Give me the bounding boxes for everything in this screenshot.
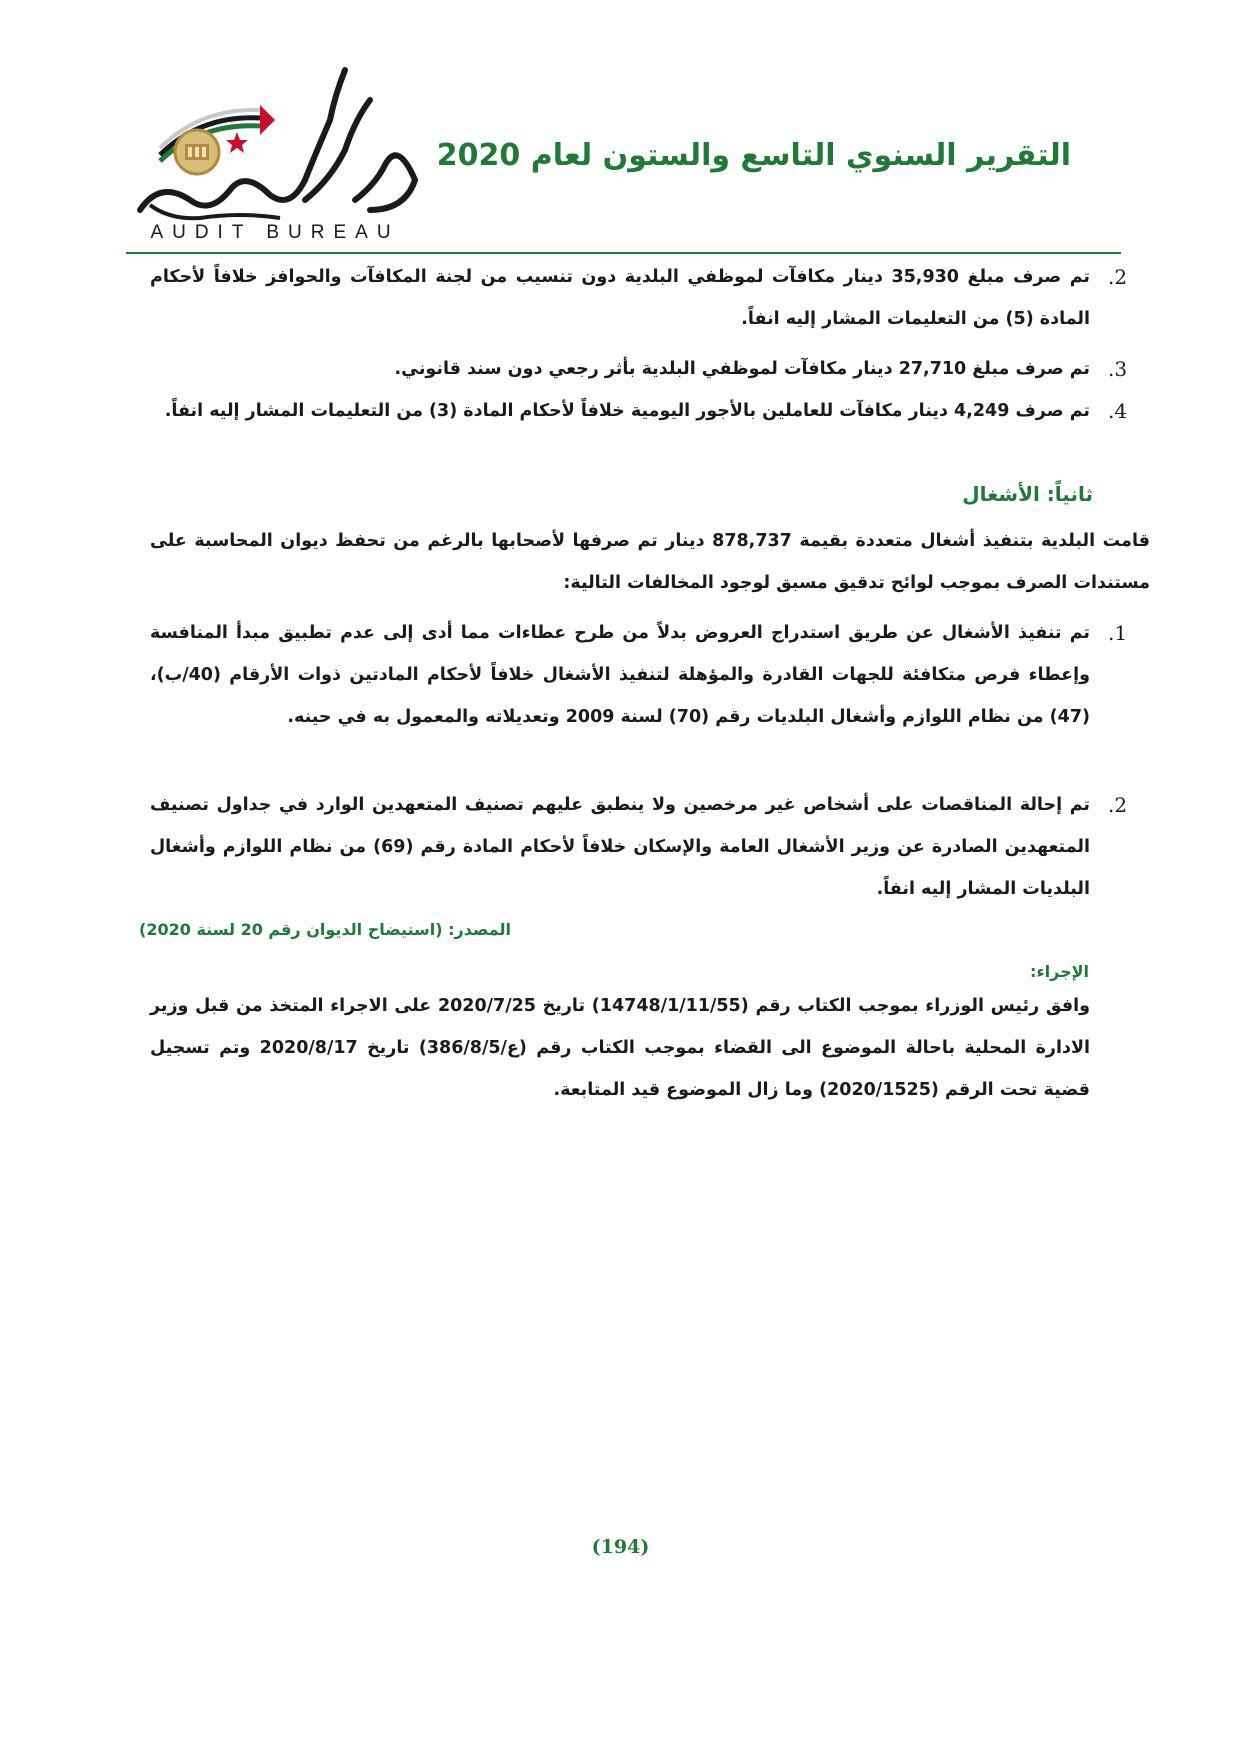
- audit-bureau-logo: [130, 60, 420, 250]
- list-item: [150, 348, 1128, 390]
- item-text: تم صرف مبلغ 35,930 دينار مكافآت لموظفي البلدية دون تنسيب من لجنة المكافآت والحوافز خلافاً لأحكام المادة (5) من التعليمات المشار إليه انفاً.: [150, 267, 1090, 329]
- item-number: .2: [1108, 265, 1128, 289]
- header-divider: [126, 252, 1121, 254]
- svg-text:ديوان المحاسبة: ديوان المحاسبة: [280, 180, 287, 181]
- item-number: .3: [1108, 357, 1128, 381]
- action-text: وافق رئيس الوزراء بموجب الكتاب رقم (14748/1/11/55) تاريخ 2020/7/25 على الاجراء المتخذ من قبل وزير الادارة المحلية باحالة الموضوع الى القضاء بموجب الكتاب رقم (ع/386/8/5) تاريخ 2020/8/17 وتم تسجيل قضية تحت الرقم (2020/1525) وما زال الموضوع قيد المتابعة.: [150, 996, 1090, 1100]
- list-item: [150, 784, 1128, 910]
- section-heading: ثانياً: الأشغال: [962, 482, 1093, 506]
- item-text: تم تنفيذ الأشغال عن طريق استدراج العروض بدلاً من طرح عطاءات مما أدى إلى عدم تطبيق مبدأ المنافسة وإعطاء فرص متكافئة للجهات القادرة والمؤهلة لتنفيذ الأشغال خلافاً لأحكام المادتين ذوات الأرقام (40/ب)، (47) من نظام اللوازم وأشغال البلديات رقم (70) لسنة 2009 وتعديلاته والمعمول به في حينه.: [150, 623, 1090, 727]
- item-number: .2: [1108, 793, 1128, 817]
- item-text: تم صرف مبلغ 27,710 دينار مكافآت لموظفي البلدية بأثر رجعي دون سند قانوني.: [394, 359, 1090, 379]
- list-item: [150, 612, 1128, 738]
- report-title: التقرير السنوي التاسع والستون لعام 2020: [436, 138, 1071, 173]
- list-item: [150, 256, 1128, 340]
- section-intro: قامت البلدية بتنفيذ أشغال متعددة بقيمة 878,737 دينار تم صرفها لأصحابها بالرغم من تحفظ ديوان المحاسبة على مستندات الصرف بموجب لوائح تدقيق مسبق لوجود المخالفات التالية:: [150, 531, 1150, 593]
- source-note: المصدر: (استيضاح الديوان رقم 20 لسنة 2020): [139, 920, 511, 939]
- item-number: .4: [1108, 399, 1128, 423]
- item-number: .1: [1108, 621, 1128, 645]
- page-number: (194): [591, 1536, 650, 1558]
- logo-latin-text: AUDIT BUREAU: [150, 222, 400, 243]
- item-text: تم صرف 4,249 دينار مكافآت للعاملين بالأجور اليومية خلافاً لأحكام المادة (3) من التعليمات المشار إليه انفاً.: [164, 401, 1090, 421]
- item-text: تم إحالة المناقصات على أشخاص غير مرخصين ولا ينطبق عليهم تصنيف المتعهدين الوارد في جداول تصنيف المتعهدين الصادرة عن وزير الأشغال العامة والإسكان خلافاً لأحكام المادة رقم (69) من نظام اللوازم وأشغال البلديات المشار إليه انفاً.: [150, 795, 1090, 899]
- action-heading: الإجراء:: [1030, 962, 1089, 981]
- list-item: [150, 390, 1128, 432]
